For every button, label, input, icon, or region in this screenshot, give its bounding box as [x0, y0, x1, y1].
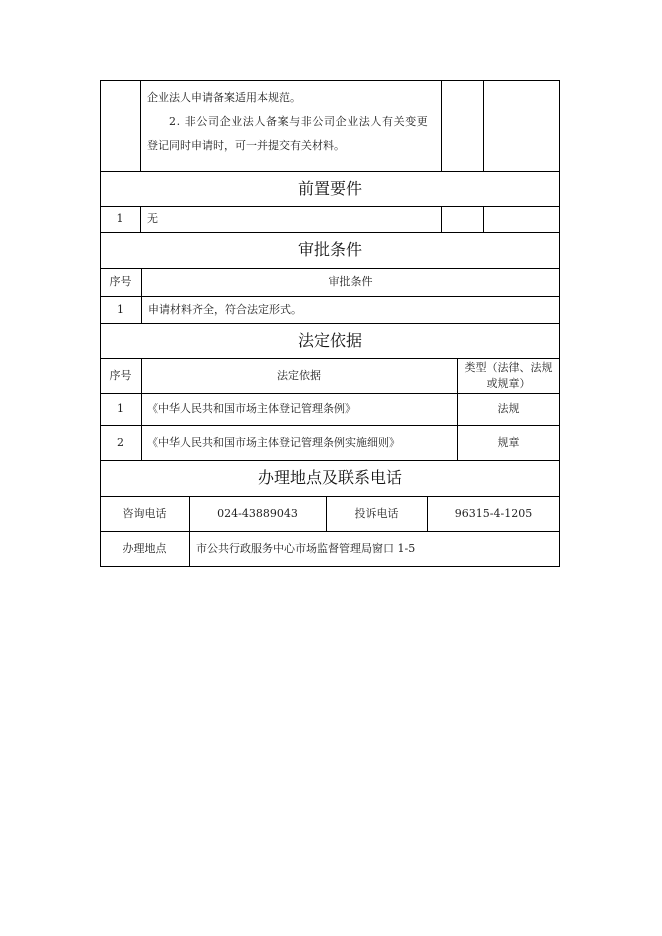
location-label: 办理地点 — [122, 541, 167, 555]
section-title-legal-basis: 法定依据 — [297, 330, 362, 350]
divider — [483, 206, 484, 232]
approval-header-text: 审批条件 — [328, 275, 373, 289]
legal-row-text: 《中华人民共和国市场主体登记管理条例》 — [147, 402, 356, 416]
complaint-phone-value: 96315-4-1205 — [454, 506, 533, 520]
consult-phone-label: 咨询电话 — [122, 506, 167, 520]
location-value: 市公共行政服务中心市场监督管理局窗口 1-5 — [196, 541, 416, 555]
legal-header-text: 法定依据 — [277, 368, 321, 382]
intro-line-2: 2. 非公司企业法人备案与非公司企业法人有关变更 — [169, 115, 429, 128]
section-title-contact: 办理地点及联系电话 — [257, 468, 402, 488]
legal-header-type-line2: 或规章） — [486, 376, 531, 390]
divider — [441, 206, 442, 232]
approval-row-no: 1 — [117, 302, 124, 316]
legal-header-type — [457, 358, 560, 393]
approval-header-no: 序号 — [109, 275, 132, 289]
approval-row-text: 申请材料齐全，符合法定形式。 — [148, 302, 302, 316]
legal-row-no: 2 — [117, 435, 124, 449]
complaint-phone-label: 投诉电话 — [354, 506, 399, 520]
divider — [140, 80, 141, 171]
intro-line-3: 登记同时申请时，可一并提交有关材料。 — [147, 139, 345, 152]
legal-row-type: 法规 — [497, 402, 520, 416]
section-title-approval: 审批条件 — [297, 240, 362, 260]
section-title-prerequisites: 前置要件 — [297, 178, 362, 198]
legal-row-no: 1 — [117, 402, 124, 416]
divider — [441, 80, 442, 171]
legal-row-type: 规章 — [497, 435, 520, 449]
prereq-row-text: 无 — [147, 212, 158, 226]
legal-header-no: 序号 — [109, 368, 132, 382]
intro-line-1: 企业法人申请备案适用本规范。 — [147, 91, 301, 104]
legal-row-text: 《中华人民共和国市场主体登记管理条例实施细则》 — [147, 435, 400, 449]
prereq-row-no: 1 — [116, 212, 124, 226]
consult-phone-value: 024-43889043 — [217, 506, 298, 520]
divider — [483, 80, 484, 171]
legal-header-type-line1: 类型（法律、法规 — [464, 360, 553, 374]
